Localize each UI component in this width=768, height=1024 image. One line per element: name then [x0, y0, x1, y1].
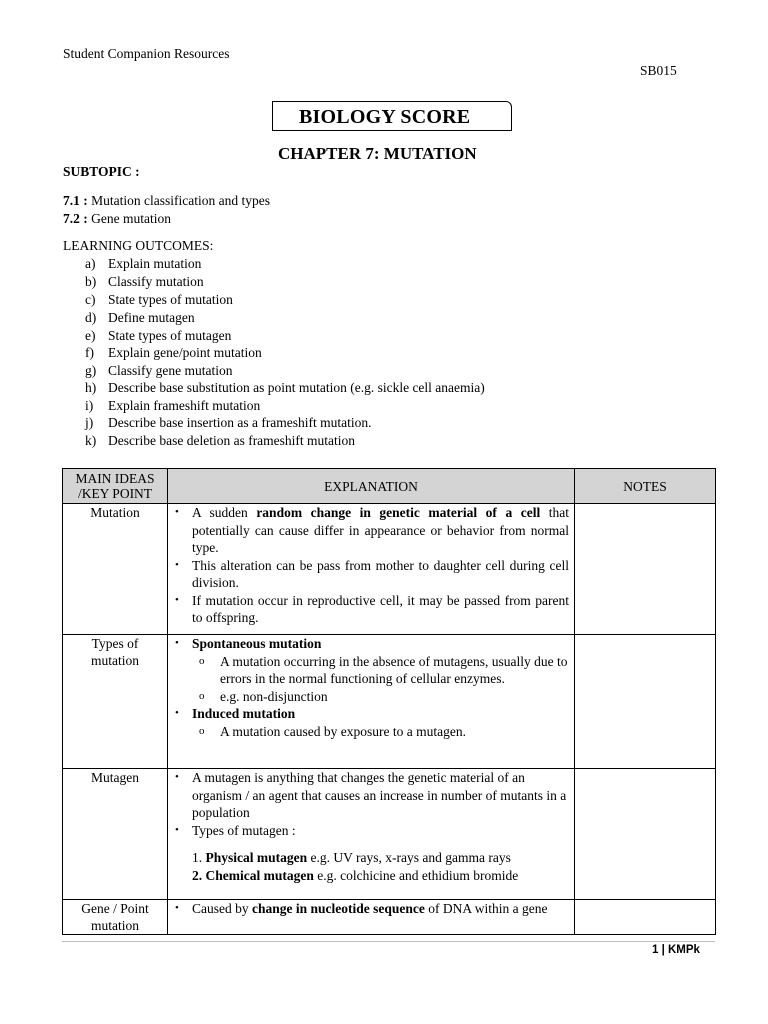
explanation-cell — [168, 769, 575, 900]
mutagen-type-physical: 1. Physical mutagen e.g. UV rays, x-rays and gamma rays — [192, 850, 511, 865]
table-row — [63, 900, 716, 935]
bullet-item: • This alteration can be pass from mother to daughter cell during cell division. — [173, 557, 569, 592]
table-row — [63, 769, 716, 900]
header-notes: NOTES — [575, 469, 716, 504]
learning-outcome-item: h) Describe base substitution as point mutation (e.g. sickle cell anaemia) — [85, 380, 485, 395]
learning-outcome-item: b) Classify mutation — [85, 274, 204, 289]
notes-cell — [575, 504, 716, 635]
chapter-heading: CHAPTER 7: MUTATION — [278, 144, 477, 163]
explanation-cell — [168, 504, 575, 635]
header-course-code: SB015 — [640, 63, 677, 78]
bullet-item: • Spontaneous mutation — [173, 635, 569, 653]
document-title: BIOLOGY SCORE — [299, 106, 471, 128]
subtopic-label: SUBTOPIC : — [63, 164, 140, 179]
learning-outcome-item: e) State types of mutagen — [85, 328, 232, 343]
learning-outcome-item: f) Explain gene/point mutation — [85, 345, 262, 360]
notes-cell — [575, 769, 716, 900]
subtopic-item: 7.1 : Mutation classification and types — [63, 193, 270, 208]
learning-outcome-item: g) Classify gene mutation — [85, 363, 233, 378]
bullet-item: • Caused by change in nucleotide sequence of DNA within a gene — [173, 900, 569, 918]
notes-table — [62, 468, 716, 935]
footer-divider — [62, 941, 715, 942]
header-explanation: EXPLANATION — [168, 469, 575, 504]
main-idea-cell: Types of mutation — [63, 635, 168, 769]
table-row — [63, 504, 716, 635]
learning-outcome-item: c) State types of mutation — [85, 292, 233, 307]
notes-cell — [575, 635, 716, 769]
table-row — [63, 635, 716, 769]
page-footer: 1 | KMPk — [652, 944, 700, 956]
learning-outcomes-label: LEARNING OUTCOMES: — [63, 238, 214, 253]
main-idea-cell: Mutagen — [63, 769, 168, 900]
learning-outcome-item: d) Define mutagen — [85, 310, 195, 325]
explanation-cell — [168, 900, 575, 935]
learning-outcome-item: a) Explain mutation — [85, 256, 202, 271]
header-left-text: Student Companion Resources — [63, 46, 230, 61]
sub-bullet-item: o A mutation caused by exposure to a mutagen. — [173, 723, 569, 741]
learning-outcome-item: j) Describe base insertion as a frameshift mutation. — [85, 415, 372, 430]
mutagen-type-chemical: 2. Chemical mutagen e.g. colchicine and ethidium bromide — [192, 867, 519, 883]
bullet-item: • Types of mutagen : — [173, 822, 569, 840]
learning-outcome-item: k) Describe base deletion as frameshift mutation — [85, 433, 356, 448]
header-main-ideas: MAIN IDEAS /KEY POINT — [63, 469, 168, 504]
explanation-cell — [168, 635, 575, 769]
main-idea-cell: Gene / Point mutation — [63, 900, 168, 935]
bullet-item: • A sudden random change in genetic material of a cell that potentially can cause differ in appearance or behavior from normal type. — [173, 504, 569, 557]
subtopic-item: 7.2 : Gene mutation — [63, 211, 171, 226]
table-header-row — [63, 469, 716, 504]
bullet-item: • If mutation occur in reproductive cell, it may be passed from parent to offspring. — [173, 592, 569, 627]
notes-cell — [575, 900, 716, 935]
bullet-item: • Induced mutation — [173, 705, 569, 723]
learning-outcome-item: i) Explain frameshift mutation — [85, 398, 261, 413]
sub-bullet-item: o e.g. non-disjunction — [173, 688, 569, 706]
bullet-item: • A mutagen is anything that changes the genetic material of an organism / an agent that causes an increase in number of mutants in a population — [173, 769, 569, 822]
main-idea-cell: Mutation — [63, 504, 168, 635]
sub-bullet-item: o A mutation occurring in the absence of mutagens, usually due to errors in the normal functioning of cellular enzymes. — [173, 653, 569, 688]
